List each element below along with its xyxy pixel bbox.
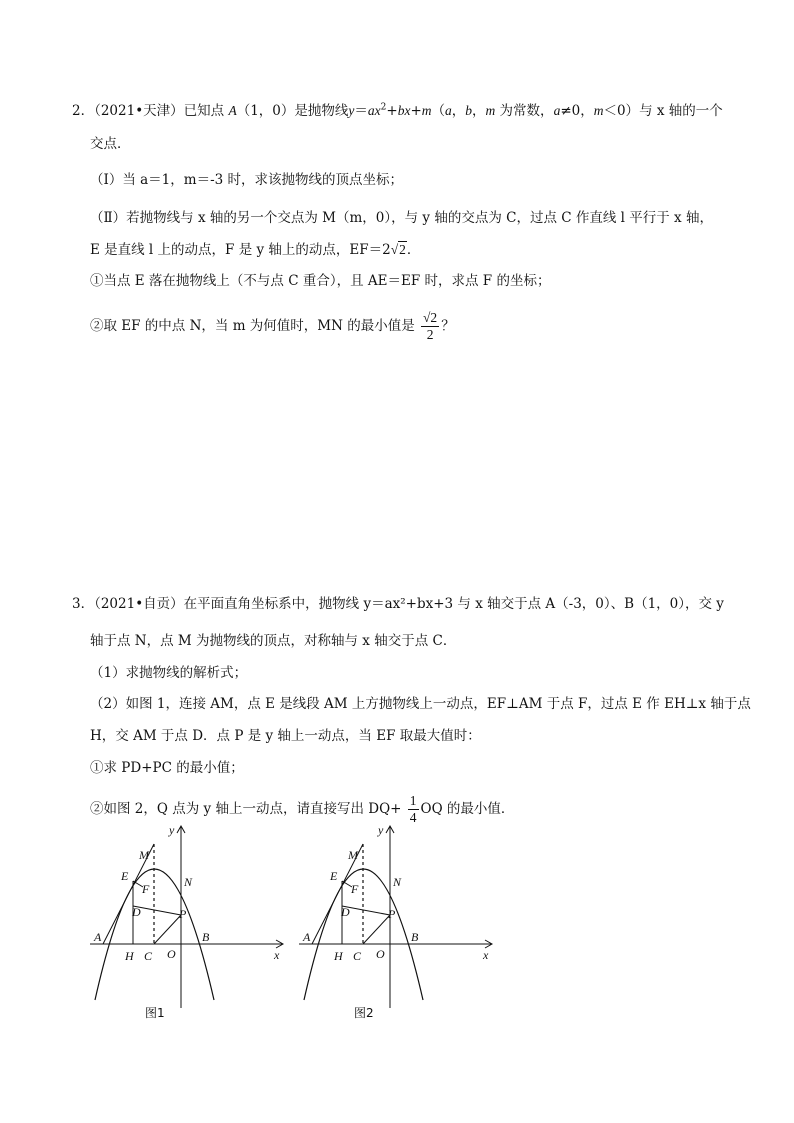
svg-text:D: D — [132, 905, 141, 919]
svg-text:F: F — [142, 882, 150, 896]
p2-text: E 是直线 l 上的动点，F 是 y 轴上的动点，EF＝2 — [90, 242, 391, 258]
svg-text:x: x — [483, 948, 489, 962]
svg-text:x: x — [274, 948, 280, 962]
svg-text:F: F — [351, 882, 359, 896]
point-A: A — [228, 103, 237, 118]
p3-line2: 轴于点 N，点 M 为抛物线的顶点，对称轴与 x 轴交于点 C． — [90, 633, 457, 649]
p2-number: 2． — [72, 103, 95, 119]
svg-text:C: C — [353, 949, 362, 963]
svg-text:P: P — [388, 907, 396, 921]
svg-text:N: N — [393, 875, 402, 889]
svg-text:O: O — [167, 947, 176, 961]
p2-text: 已知点 — [183, 103, 229, 119]
p2-part1: （Ⅰ）当 a＝1，m＝-3 时，求该抛物线的顶点坐标； — [90, 172, 404, 188]
svg-text:H: H — [334, 949, 343, 963]
figure-1 — [85, 818, 295, 1028]
p2-part2-line1: （Ⅱ）若抛物线与 x 轴的另一个交点为 M（m，0），与 y 轴的交点为 C，过点 C 作直线 l 平行于 x 轴， — [90, 210, 713, 226]
svg-text:M: M — [139, 848, 149, 862]
p3-line1 — [72, 594, 724, 614]
p3-q1: （1）求抛物线的解析式； — [90, 665, 248, 681]
p2-text: 与 x 轴的一个 — [639, 103, 723, 119]
figure-2 — [294, 818, 504, 1028]
p3-q2-line1: （2）如图 1，连接 AM，点 E 是线段 AM 上方抛物线上一动点，EF⊥AM 于点 F，过点 E 作 EH⊥x 轴于点 — [90, 696, 751, 712]
svg-text:B: B — [202, 930, 210, 944]
p2-line2: 交点． — [90, 136, 131, 152]
svg-text:O: O — [376, 947, 385, 961]
svg-text:N: N — [184, 875, 193, 889]
svg-text:y: y — [378, 823, 384, 837]
p3-source: （2021•自贡） — [94, 596, 184, 612]
svg-text:E: E — [330, 869, 338, 883]
p3-text: 在平面直角坐标系中，抛物线 y＝ax²+bx+3 与 x 轴交于点 A（-3，0）、B（1，0），交 y — [183, 596, 724, 612]
p2-text: ②取 EF 的中点 N，当 m 为何值时，MN 的最小值是 — [90, 318, 415, 334]
p3-text: OQ 的最小值． — [420, 801, 515, 817]
svg-text:A: A — [94, 930, 102, 944]
p3-number: 3． — [72, 596, 95, 612]
p3-q2-line2: H，交 AM 于点 D．点 P 是 y 轴上一动点，当 EF 取最大值时： — [90, 728, 481, 744]
p3-text: ②如图 2，Q 点为 y 轴上一动点，请直接写出 DQ+ — [90, 801, 402, 817]
svg-text:y: y — [169, 823, 175, 837]
svg-text:M: M — [348, 848, 358, 862]
svg-text:B: B — [411, 930, 419, 944]
svg-text:E: E — [121, 869, 129, 883]
fig2-caption: 图2 — [354, 1006, 374, 1020]
p2-source: （2021•天津） — [94, 103, 184, 119]
svg-text:A: A — [303, 930, 311, 944]
fraction-root2-over-2: $\frac{√2}{2}$ — [423, 310, 438, 342]
p2-part2-line2: E 是直线 l 上的动点，F 是 y 轴上的动点，EF＝2√2． — [90, 242, 421, 258]
p2-line1: 2．（2021•天津）已知点 A（1，0）是抛物线$y=ax^2+bx+m(a$，b，m 为常数，a≠0，m＜0）与 x 轴的一个 — [72, 102, 723, 119]
p3-q2-sub1: ①求 PD+PC 的最小值； — [90, 760, 244, 776]
p2-sub2 — [90, 310, 455, 343]
svg-text:H: H — [125, 949, 134, 963]
fig1-caption: 图1 — [145, 1006, 165, 1020]
p2-sub1: ①当点 E 落在抛物线上（不与点 C 重合），且 AE＝EF 时，求点 F 的坐标； — [90, 273, 551, 289]
svg-text:P: P — [179, 907, 187, 921]
svg-text:C: C — [144, 949, 153, 963]
p2-text: ？ — [441, 318, 455, 334]
p2-text: （1，0）是抛物线 — [236, 103, 349, 119]
svg-text:D: D — [341, 905, 350, 919]
fraction-1-over-4: $\frac{1}{4}$ — [409, 793, 417, 825]
